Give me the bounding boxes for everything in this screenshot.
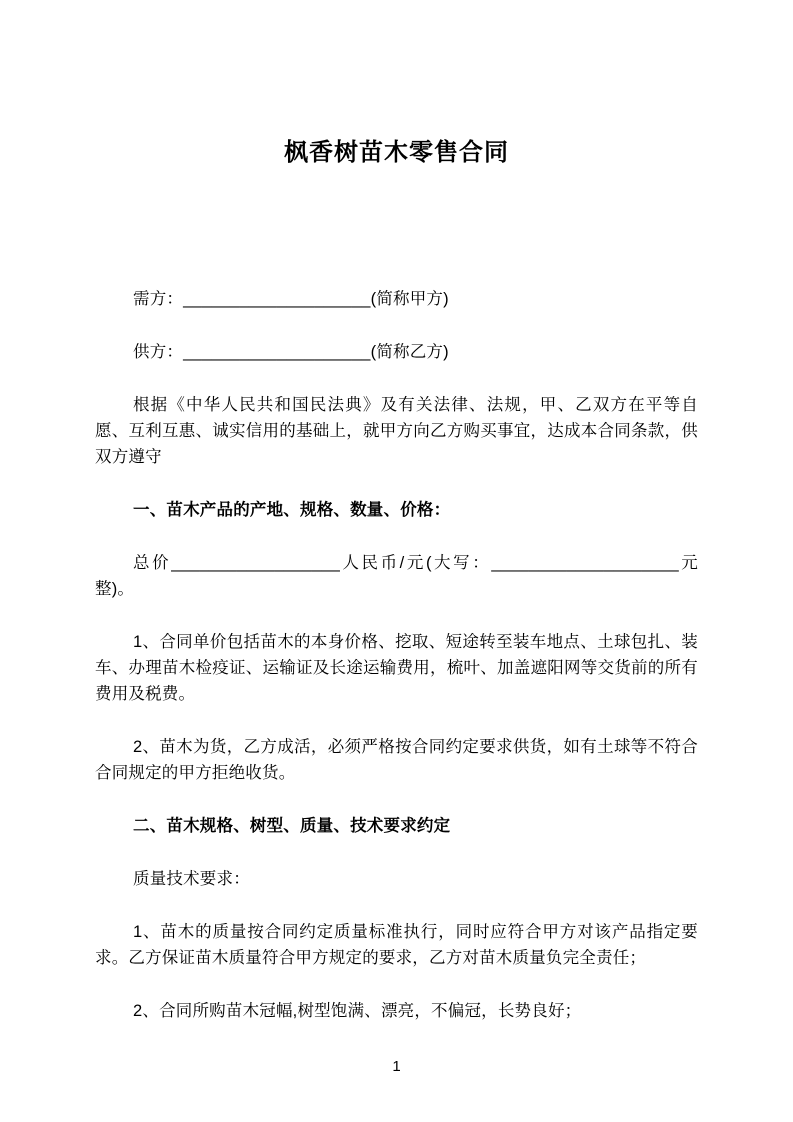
- page-number: 1: [392, 1058, 401, 1075]
- seller-label: 供方：: [133, 343, 184, 361]
- section-1-heading: 一、苗木产品的产地、规格、数量、价格：: [133, 501, 451, 519]
- seller-blank-field: ____________________: [183, 343, 371, 361]
- document-title: 枫香树苗木零售合同: [284, 139, 509, 166]
- section-2-clause-2: 2、合同所购苗木冠幅,树型饱满、漂亮，不偏冠，长势良好；: [133, 1002, 582, 1020]
- amount-suffix: 元整)。: [95, 554, 698, 598]
- seller-line: [95, 339, 698, 365]
- section-1-clause-2: 2、苗木为货，乙方成活，必须严格按合同约定要求供货，如有土球等不符合合同规定的甲方拒绝收货。: [95, 738, 698, 782]
- total-price-label: 总价: [133, 554, 172, 572]
- preamble-paragraph: 根据《中华人民共和国民法典》及有关法律、法规，甲、乙双方在平等自愿、互利互惠、诚实信用的基础上，就甲方向乙方购买事宜，达成本合同条款，供双方遵守: [95, 396, 698, 466]
- buyer-label: 需方：: [133, 290, 184, 308]
- total-price-line: [95, 550, 698, 602]
- seller-alias: (简称乙方): [370, 343, 449, 361]
- buyer-alias: (简称甲方): [370, 290, 449, 308]
- total-price-blank-field: __________________: [171, 554, 340, 572]
- buyer-blank-field: ____________________: [183, 290, 371, 308]
- quality-requirements-label: 质量技术要求：: [133, 870, 250, 888]
- section-2-clause-1: 1、苗木的质量按合同约定质量标准执行，同时应符合甲方对该产品指定要求。乙方保证苗木质量符合甲方规定的要求，乙方对苗木质量负完全责任；: [95, 923, 698, 967]
- currency-label: 人民币/元(大写：: [339, 554, 492, 572]
- section-2-heading: 二、苗木规格、树型、质量、技术要求约定: [133, 817, 451, 835]
- amount-in-words-blank-field: ____________________: [491, 554, 679, 572]
- buyer-line: [95, 286, 698, 312]
- section-1-clause-1: 1、合同单价包括苗木的本身价格、挖取、短途转至装车地点、土球包扎、装车、办理苗木检疫证、运输证及长途运输费用，梳叶、加盖遮阳网等交货前的所有费用及税费。: [95, 633, 698, 703]
